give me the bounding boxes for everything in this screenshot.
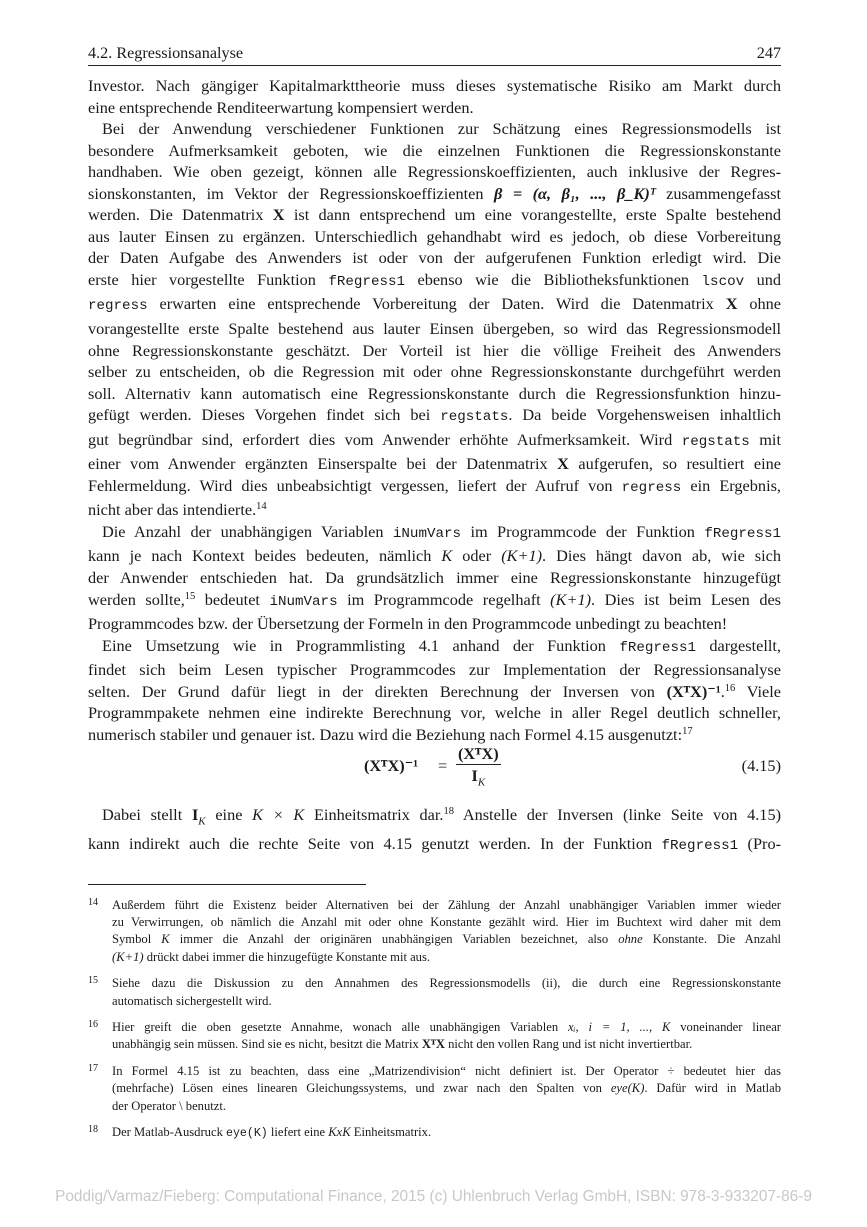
footnote-18 [88,1124,781,1142]
text: mit [749,429,781,449]
text: werden. Die Datenmatrix [88,205,273,225]
text: Einheitsmatrix. [350,1125,432,1140]
body-text-continued [88,804,781,857]
text: Konstante. Die Anzahl [642,932,781,947]
text-line [88,293,781,318]
footnote-line [112,1019,781,1036]
footnote-number: 14 [88,897,98,908]
text-line [88,453,781,475]
copyright-watermark: Poddig/Varmaz/Fieberg: Computational Finance, 2015 (c) Uhlenbruch Verlag GmbH, ISBN: 978-3-933207-86-9 [55,1188,812,1205]
text-line [88,183,781,205]
text: numerisch stabiler und genauer ist. Dazu wird die Beziehung nach Formel 4.15 ausgenutzt: [88,724,683,744]
text-line [88,833,781,858]
text-line: findet sich beim Lesen typischer Programmcodes zur Implementation der Regressionsanalyse [88,660,781,680]
text: Fehlermeldung. Wird dies unbeabsichtigt vergessen, liefert der Aufruf von [88,475,622,495]
footnote-rule [88,884,366,885]
page-number: 247 [756,44,781,62]
matrix-symbol: X [557,454,569,474]
text: und [744,269,782,289]
equals-sign: = [438,756,448,775]
footnote-line [112,1080,781,1097]
paragraph-1 [88,75,781,118]
text: voneinander linear [670,1020,781,1035]
equation-number: (4.15) [741,756,781,775]
text: drückt dabei immer die hinzugefügte Konstante mit aus. [143,949,431,964]
text: erwarten eine entsprechende Vorbereitung der Daten. Wird die Datenmatrix [147,294,726,314]
footnote-ref-18[interactable]: 18 [443,806,455,817]
math-expression: xᵢ, i = 1, ..., K [567,1020,671,1035]
text: Dabei stellt [102,805,192,824]
text: eine [205,805,253,824]
text-line: aus lauter Einsen zu ergänzen. Unterschiedlich gehandhabt wird es jedoch, ob diese Vorbereitung [88,226,781,246]
section-title: 4.2. Regressionsanalyse [88,44,244,62]
math-expression: eye(K) [610,1081,645,1096]
equation-lhs: (XᵀX)⁻¹ [364,756,419,775]
code-function-name: fRegress1 [619,639,696,656]
footnote-line: Siehe dazu die Diskussion zu den Annahmen des Regressionsmodells (ii), die durch eine Regressionskonstante [112,976,781,991]
math-expression: (XᵀX)⁻¹ [666,681,721,701]
text-line [88,269,781,294]
text-line: ohne Regressionskonstante geschätzt. Der Vorteil ist hier die völlige Freiheit des Anwenders [88,340,781,360]
footnote-line: Außerdem führt die Existenz beider Alternativen bei der Zählung der Anzahl unabhängiger Variablen immer wieder [112,898,781,912]
text: Der Matlab-Ausdruck [112,1125,227,1140]
text-line: vorangestellte erste Spalte bestehend aus lauter Einsen übergeben, so wird das Regressionsmodell [88,319,781,339]
text: im Programmcode regelhaft [337,589,551,609]
running-header [88,42,781,64]
code-function-name: fRegress1 [661,837,739,854]
text-line: Bei der Anwendung verschiedener Funktionen zur Schätzung eines Regressionsmodells ist [102,119,781,139]
footnote-line: automatisch sichergestellt wird. [112,993,272,1008]
text: ohne [737,294,781,314]
header-rule [88,65,781,66]
matrix-symbol: X [272,205,285,225]
text: einer vom Anwender ergänzten Einserspalte bei der Datenmatrix [88,454,558,474]
text: gefügt werden. Dieses Vorgehen findet sich bei [88,405,441,425]
text-line [88,545,781,567]
text: Hier greift die oben gesetzte Annahme, wonach alle unabhängigen Variablen [112,1020,568,1035]
text: . Dies hängt davon ab, wie sich [542,546,782,566]
emphasis-text: ohne [618,932,643,947]
code-function-name: regstats [681,433,750,450]
footnote-line [112,949,781,966]
text: im Programmcode der Funktion [461,521,705,541]
code-expression: eye(K) [226,1127,268,1141]
math-expression: (K+1) [550,589,592,609]
text-line: Programmpakete nehmen eine indirekte Berechnung vor, welche in aller Regel deutlich schneller, [88,703,781,723]
text: Die Anzahl der unabhängigen Variablen [102,521,393,541]
text: . Dies ist beim Lesen des [591,589,782,609]
text-line [88,521,781,546]
code-function-name: fRegress1 [328,273,405,290]
text: erste hier vorgestellte Funktion [88,269,329,289]
text: ist dann entsprechend um eine vorangestellte, erste Spalte bestehend [284,205,781,225]
text: werden sollte, [88,589,185,609]
subscript: K [477,776,486,789]
footnote-ref-15[interactable]: 15 [184,590,196,602]
text: nicht den vollen Rang und ist nicht invertiertbar. [444,1037,693,1052]
code-function-name: fRegress1 [704,525,781,542]
footnote-line [112,1124,781,1142]
fraction-numerator: (XᵀX) [458,744,499,763]
footnote-16 [88,1019,781,1053]
code-function-name: lscov [701,273,745,290]
text: Einheitsmatrix dar. [304,805,444,824]
text-line: soll. Alternativ kann automatisch eine Regressionskonstante durch die Regressionsfunktion hinzu- [88,383,781,403]
code-function-name: regress [621,479,682,496]
text-line: selten. Der Grund dafür liegt in der direkten Berechnung der Inversen von (XᵀX)⁻¹.$^{16}$ Viele [88,681,781,701]
text: Anstelle der Inversen (linke Seite von 4.15) [454,805,782,824]
math-expression: (K+1) [112,949,144,964]
text-line [88,589,781,614]
text: ebenso wie die Bibliotheksfunktionen [405,269,702,289]
text-line: Programmcodes bzw. der Übersetzung der Formeln in den Programmcode unbedingt zu beachten! [88,614,728,634]
footnote-ref-14[interactable]: 14 [256,501,267,513]
text: sionskonstanten, im Vektor der Regressionskoeffizienten [88,183,494,203]
footnote-line [112,931,781,948]
text-line: Investor. Nach gängiger Kapitalmarkttheorie muss dieses systematische Risiko am Markt durch [88,76,781,95]
text-line: besondere Aufmerksamkeit geboten, wie die einzelnen Funktionen die Regressionskonstante [88,140,781,160]
text: kann je nach Kontext beides bedeuten, nämlich [88,546,442,566]
math-symbol: K [161,932,170,947]
footnotes [88,897,781,1152]
text-line [88,635,781,660]
footnote-line [112,1036,781,1053]
text: kann indirekt auch die rechte Seite von 4.15 genutzt werden. In der Funktion [88,833,662,853]
text: dargestellt, [695,635,781,655]
text: (Pro- [738,833,782,853]
text: immer die Anzahl der originären unabhängigen Variablen bezeichnet, also [169,932,619,947]
text-line: handhaben. Wie oben gezeigt, können alle Regressionskoeffizienten, auch inklusive der Regres- [88,162,781,182]
text-line [88,475,781,500]
text: aufgerufen, so resultiert eine [568,454,781,474]
footnote-ref-16[interactable]: 16 [724,682,736,694]
math-expression: K × K [252,805,305,824]
code-variable-name: iNumVars [269,593,338,610]
footnote-line: der Operator \ benutzt. [112,1098,226,1113]
body-text [88,75,781,745]
text: oder [452,546,502,566]
text: Viele [735,681,781,701]
formula-text: β = (α, β₁, ..., β_K)ᵀ [493,183,656,203]
text: Eine Umsetzung wie in Programmlisting 4.1 anhand der Funktion [102,635,620,655]
paragraph-3 [88,521,781,635]
paragraph-2 [88,118,781,521]
text: nicht aber das intendierte. [88,500,257,520]
text: ein Ergebnis, [681,475,781,495]
footnote-number: 15 [88,975,98,987]
text-line: selber zu entscheiden, ob die Regression mit oder ohne Regressionskonstante durchgeführt werden [88,362,781,382]
footnote-17 [88,1063,781,1115]
text: (mehrfache) Lösen eines linearen Gleichungssystems, und zwar nach den Spalten von [112,1081,611,1096]
paragraph-4 [88,635,781,746]
footnote-14 [88,897,781,966]
math-expression: (K+1) [501,546,543,566]
identity-matrix-symbol: I [191,805,199,824]
text: . Dafür wird in Matlab [644,1081,781,1096]
math-symbol: K [441,546,453,566]
text: gut begründbar sind, erfordert dies vom Anwender erhöhte Aufmerksamkeit. Wird [88,429,682,449]
text-line [88,204,781,226]
footnote-ref-17[interactable]: 17 [682,725,693,737]
identity-matrix-symbol: I [471,766,478,785]
footnote-15 [88,975,781,1009]
code-function-name: regress [88,298,148,315]
text-line: der Daten Aufgabe des Anwenders ist oder von der aufgerufenen Funktion erledigt wird. Die [88,248,781,268]
math-expression: KxK [328,1125,351,1140]
text: unabhängig sein müssen. Sind sie es nicht, besitzt die Matrix [112,1037,422,1052]
code-function-name: regstats [440,409,509,426]
footnote-number: 17 [88,1063,98,1075]
footnote-number: 18 [88,1124,98,1136]
fraction-denominator [456,765,501,793]
text-line [88,804,781,833]
equation-4-15 [88,743,781,795]
text: selten. Der Grund dafür liegt in der direkten Berechnung der Inversen von [88,681,667,701]
matrix-symbol: X [725,294,738,314]
text-line [88,404,781,429]
code-variable-name: iNumVars [392,525,462,542]
text: liefert eine [267,1125,329,1140]
subscript: K [198,815,206,828]
math-expression: XᵀX [421,1037,445,1052]
text: Symbol [112,932,162,947]
footnote-line: zu Verwirrungen, ob nämlich die Anzahl mit oder ohne Konstante gezählt wird. Hier im Buchtext wird daher mit dem [112,915,781,930]
text-line: der Anwender entschieden hat. Da grundsätzlich immer eine Regressionskonstante hinzugefügt [88,568,781,588]
equation-fraction [456,743,501,793]
text-line: eine entsprechende Renditeerwartung kompensiert werden. [88,97,474,117]
footnote-number: 16 [88,1019,98,1031]
text-line [88,499,781,521]
footnote-line: In Formel 4.15 ist zu beachten, dass eine „Matrizendivision“ nicht definiert ist. Der Operator ÷ bedeutet hier das [112,1064,781,1079]
text: bedeutet [195,589,270,609]
text: zusammengefasst [655,183,781,203]
text-line [88,429,781,454]
text: . Da beide Vorgehensweisen inhaltlich [508,405,782,425]
beta-vector-formula [494,184,656,203]
